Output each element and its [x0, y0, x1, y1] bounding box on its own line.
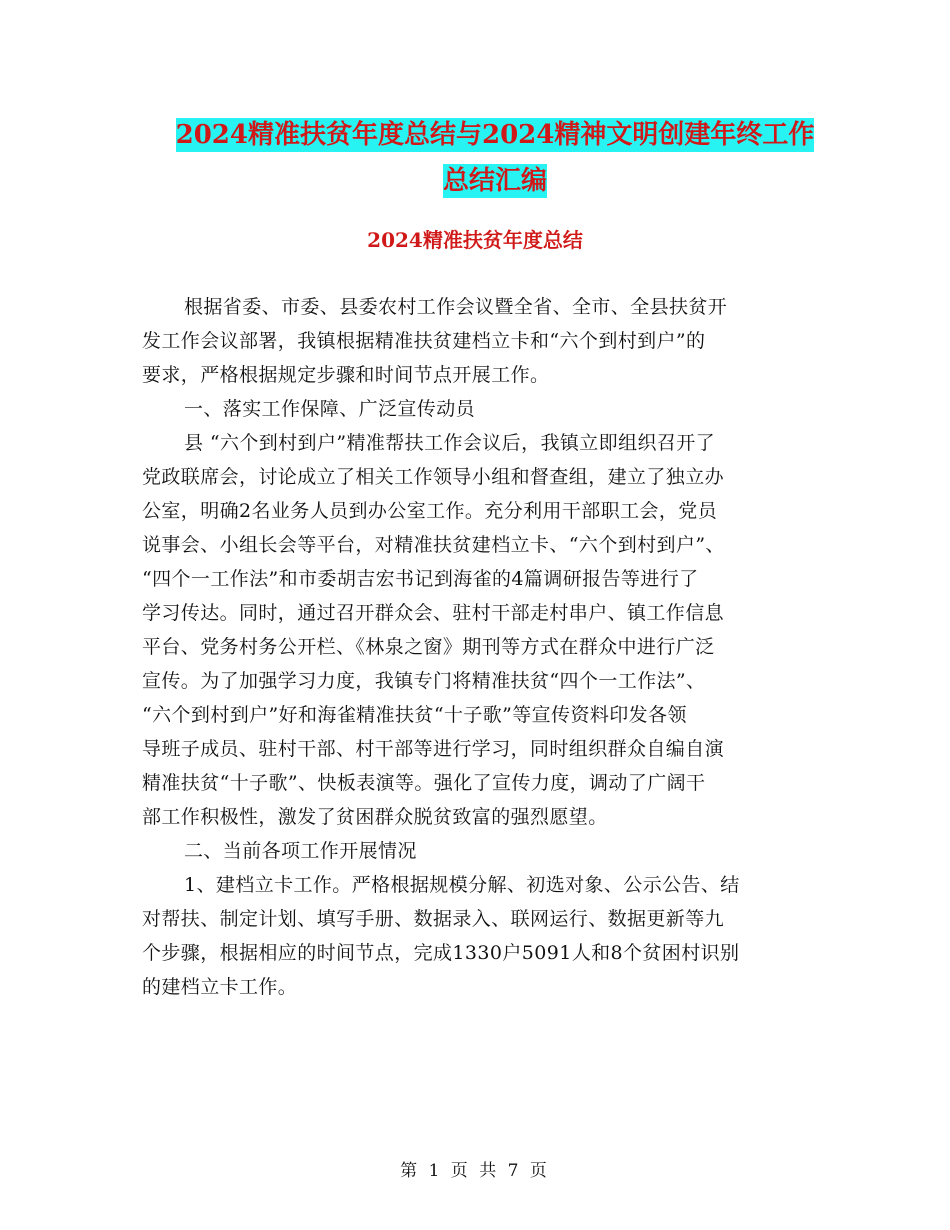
text-line: 对帮扶、制定计划、填写手册、数据录入、联网运行、数据更新等九 [142, 908, 725, 930]
text-line: 平台、党务村务公开栏、《林泉之窗》期刊等方式在群众中进行广泛 [142, 636, 715, 658]
document-title [140, 112, 850, 204]
text-line: 1、建档立卡工作。严格根据规模分解、初选对象、公示公告、结 [184, 874, 740, 896]
text-line: 的建档立卡工作。 [142, 976, 298, 998]
text-line: 学习传达。同时，通过召开群众会、驻村干部走村串户、镇工作信息 [142, 602, 725, 624]
text-line: 根据省委、市委、县委农村工作会议暨全省、全市、全县扶贫开 [184, 296, 728, 318]
text-line: “四个一工作法”和市委胡吉宏书记到海雀的4篇调研报告等进行了 [142, 568, 699, 590]
section-heading: 一、落实工作保障、广泛宣传动员 [184, 398, 476, 420]
title-line-1: 2024精准扶贫年度总结与2024精神文明创建年终工作 [175, 120, 815, 150]
text-line: 说事会、小组长会等平台，对精准扶贫建档立卡、“六个到村到户”、 [142, 534, 725, 556]
text-line: 党政联席会，讨论成立了相关工作领导小组和督查组，建立了独立办 [142, 466, 725, 488]
text-line: 发工作会议部署，我镇根据精准扶贫建档立卡和“六个到村到户”的 [142, 330, 706, 352]
text-line: 部工作积极性，激发了贫困群众脱贫致富的强烈愿望。 [142, 806, 608, 828]
page-footer: 第 1 页 共 7 页 [400, 1161, 550, 1181]
text-line: 宣传。为了加强学习力度，我镇专门将精准扶贫“四个一工作法”、 [142, 670, 706, 692]
text-line: 县 “六个到村到户”精准帮扶工作会议后，我镇立即组织召开了 [184, 432, 716, 454]
section-title: 2024精准扶贫年度总结 [367, 228, 583, 252]
text-line: 个步骤，根据相应的时间节点，完成1330户5091人和8个贫困村识别 [142, 942, 740, 964]
text-line: 导班子成员、驻村干部、村干部等进行学习，同时组织群众自编自演 [142, 738, 725, 760]
text-line: 精准扶贫“十子歌”、快板表演等。强化了宣传力度，调动了广阔干 [142, 772, 706, 794]
title-line-2: 总结汇编 [442, 166, 547, 196]
text-line: 要求，严格根据规定步骤和时间节点开展工作。 [142, 364, 550, 386]
text-line: 公室，明确2名业务人员到办公室工作。充分利用干部职工会，党员 [142, 500, 718, 522]
body-text [142, 290, 812, 1004]
section-heading: 二、当前各项工作开展情况 [184, 840, 417, 862]
text-line: “六个到村到户”好和海雀精准扶贫“十子歌”等宣传资料印发各领 [142, 704, 687, 726]
